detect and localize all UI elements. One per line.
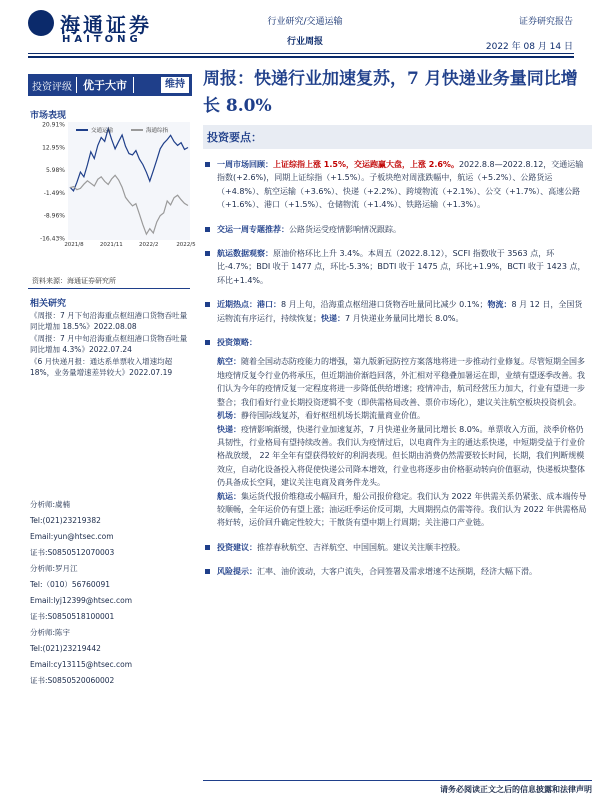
analyst-cert: 证书:S0850512070003: [30, 548, 115, 557]
header-divider-thick: [28, 56, 574, 58]
x-tick-label: 2022/5: [176, 242, 196, 248]
strategy-heading: 航运：: [217, 491, 241, 501]
x-tick-label: 2021/11: [99, 242, 123, 248]
bullet-text: 汇率、油价波动，大客户流失，合同签署及需求增速不达预期，经济大幅下滑。: [257, 567, 537, 577]
related-item[interactable]: 《周报：7 月中旬沿海重点枢纽港口货物吞吐量同比增加 4.3%》2022.07.24: [30, 334, 188, 354]
bullet-heading: 投资策略：: [217, 338, 257, 348]
analyst-tel: Tel:(021)23219442: [30, 644, 101, 653]
analyst-name: 分析师:虞楠: [30, 500, 71, 509]
bullet-text: 原油价格环比上升 3.4%。本周五（2022.8.12），SCFI 指数收于 3563 点，环比-4.7%；BDI 收于 1477 点，环比-5.3%；BDTI 收于 1475 点，环比+1.9%，BCTI 收于 1423 点，环比+1.4%。: [217, 249, 586, 285]
related-item[interactable]: 《周报：7 月下旬沿海重点枢纽港口货物吞吐量同比增加 18.5%》2022.08.08: [30, 311, 188, 331]
strategy-shipping: [217, 490, 589, 530]
disclaimer-footer: 请务必阅读正文之后的信息披露和法律声明: [440, 785, 592, 794]
bullet-weekly-topic: [203, 223, 589, 236]
y-axis-ticks: [40, 122, 65, 243]
chart-plot-area: [68, 122, 190, 240]
subheading-logistics: 物流：: [487, 300, 512, 310]
market-chart: [28, 120, 196, 270]
strategy-airport: [217, 409, 589, 422]
x-tick-label: 2021/8: [64, 242, 84, 248]
legend-label: 交通运输: [91, 128, 114, 134]
y-tick-label: 20.91%: [42, 121, 65, 129]
bullet-heading: 投资建议：: [217, 542, 257, 552]
strategy-text: 随着全国动态防疫能力的增强，第九版新冠防控方案落地将进一步推动行业修复。尽管短期全国多地疫情反复令行业仍将承压，但近期油价渐趋回落，外汇相对平稳叠加暑运在即，业绩有望逐季改善。我们认为今年的疫情反复一定程度将进一步降低供给增速；疫情冲击，航司经营压力加大，行业有望进一步整合；我们看好行业长期投资逻辑不变（即供需格局改善、票价市场化），建议关注航空板块投资机会。: [217, 357, 585, 407]
source-divider: [28, 288, 190, 289]
strategy-text: 集运货代报价维稳或小幅回升，船公司报价稳定。我们认为 2022 年供需关系仍紧张、成本端传导较顺畅，全年运价仍有望上涨；油运旺季运价反可期，大周期拐点仍需等待。我们认为 2022 年供需格局将好转，运价回升确定性较大；干散货有望中期上行周期；关注港口产业链。: [217, 491, 587, 528]
key-points-title: 投资要点：: [207, 131, 262, 144]
bullet-highlight: 上证综指上涨 1.5%，交运跑赢大盘，上涨 2.6%。: [273, 160, 459, 169]
analyst-email[interactable]: Email:yun@htsec.com: [30, 532, 114, 541]
y-tick-label: 5.98%: [45, 167, 65, 175]
related-research-list: [30, 310, 192, 379]
related-item[interactable]: 《6 月快递月报：通达系单票收入增速均超 18%，业务量增速差异较大》2022.07.19: [30, 357, 173, 377]
y-tick-label: -1.49%: [43, 189, 65, 197]
bullet-text: 推荐春秋航空、吉祥航空、中国国航。建议关注顺丰控股。: [257, 542, 465, 552]
report-subtype: 行业周报: [286, 37, 323, 47]
haitong-logo-icon: [28, 10, 54, 36]
bullet-text: 8 月上旬，沿海重点枢纽港口货物吞吐量同比减少 0.1%；: [281, 300, 488, 310]
subheading-express: 快递：: [321, 313, 345, 323]
bullet-investment-strategy: [203, 336, 589, 349]
report-type: 证券研究报告: [518, 17, 573, 27]
investment-rating-bar: [28, 74, 192, 96]
header-divider: [28, 53, 574, 54]
analyst-tel: Tel:(021)23219382: [30, 516, 101, 525]
analyst-email[interactable]: Email:lyj12399@htsec.com: [30, 596, 133, 605]
bullet-recent-hotspots: [203, 298, 589, 325]
bullet-text: 2022.8.8—2022.8.12，交通运输指数(+2.6%)，同期上证综指（+1.5%）。子板块绝对周涨跌幅中，航运（+5.2%）、公路货运（+4.8%）、航空运输（+3.6%）、快递（+2.2%）、跨境物流（+2.1%）、公交（+1.7%）、高速公路（+1.6%）、港口（+1.5%）、仓储物流（+1.4%）、铁路运输（+1.3%）。: [217, 160, 584, 210]
bullet-heading: 交运一周专题推荐：: [217, 224, 289, 234]
analyst-contacts: [30, 497, 192, 689]
x-tick-label: 2022/2: [138, 242, 159, 248]
bullet-text: 8 月 12 日，全国货运物流有序运行，持续恢复；: [217, 300, 583, 323]
chart-source: 资料来源：海通证券研究所: [32, 277, 116, 285]
strategy-aviation: [217, 355, 589, 409]
strategy-express: [217, 423, 589, 490]
related-research-label: 相关研究: [30, 299, 67, 309]
bullet-heading: 风险提示：: [217, 567, 257, 577]
legend-label: 海通综指: [146, 128, 169, 134]
footer-divider: [203, 780, 592, 781]
analyst-email[interactable]: Email:cy13115@htsec.com: [30, 660, 132, 669]
key-points-body: [203, 158, 589, 590]
bullet-market-review: [203, 158, 589, 212]
y-tick-label: -16.43%: [39, 235, 65, 243]
rating-value: 优于大市: [76, 77, 134, 93]
analyst-cert: 证书:S0850520060002: [30, 676, 115, 685]
strategy-text: 疫情影响渐缓，快递行业加速复苏，7 月快递业务量同比增长 8.0%。单票收入方面，淡季价格仍具韧性，行业格局有望持续改善。我们认为疫情过后，以电商件为主的通达系快递，中短期受益于行业价格战放缓， 22 年全年有望获得较好的利润表现。但长期由消费仍然需要较长时间，长期，我们判断规模效应，自动化设备投入将促使快递公司降本增效，行业也将逐步由价格驱动转向价值驱动，快递板块整体仍具备成长空间，建议关注电商及商务件龙头。: [217, 424, 585, 488]
strategy-heading: 快递：: [217, 424, 241, 434]
report-category: 行业研究/交通运输: [267, 17, 343, 27]
analyst-name: 分析师:罗月江: [30, 564, 78, 573]
bullet-heading: 近期热点：: [217, 300, 257, 310]
bullet-heading: 一周市场回顾：: [217, 160, 273, 169]
strategy-heading: 机场：: [217, 411, 241, 421]
report-date: 2022 年 08 月 14 日: [485, 42, 573, 52]
strategy-heading: 航空：: [217, 357, 241, 367]
logo-chinese: 海通证券: [60, 13, 152, 37]
market-performance-label: 市场表现: [30, 111, 67, 121]
y-tick-label: -8.96%: [43, 212, 65, 220]
analyst-tel: Tel:（010）56760091: [30, 580, 111, 589]
rating-status: 维持: [161, 77, 189, 93]
y-tick-label: 12.95%: [42, 144, 65, 152]
bullet-shipping-data: [203, 247, 589, 287]
bullet-text: 7 月快递业务量同比增长 8.0%。: [345, 313, 464, 323]
bullet-heading: 航运数据观察：: [217, 249, 273, 259]
page-title: 周报：快递行业加速复苏，7 月快递业务量同比增长 8.0%: [203, 69, 578, 116]
subheading-port: 港口：: [257, 300, 281, 310]
analyst-cert: 证书:S0850518100001: [30, 612, 115, 621]
strategy-text: 静待国际线复苏，看好枢纽机场长期流量商业价值。: [241, 411, 425, 421]
x-axis-ticks: [64, 242, 196, 248]
analyst-name: 分析师:陈宇: [30, 628, 71, 637]
bullet-risk-warning: [203, 565, 589, 578]
rating-label: 投资评级: [32, 81, 72, 93]
logo-english: HAITONG: [62, 34, 142, 45]
bullet-recommendation: [203, 541, 589, 554]
bullet-text: 公路货运受疫情影响情况跟踪。: [289, 224, 401, 234]
